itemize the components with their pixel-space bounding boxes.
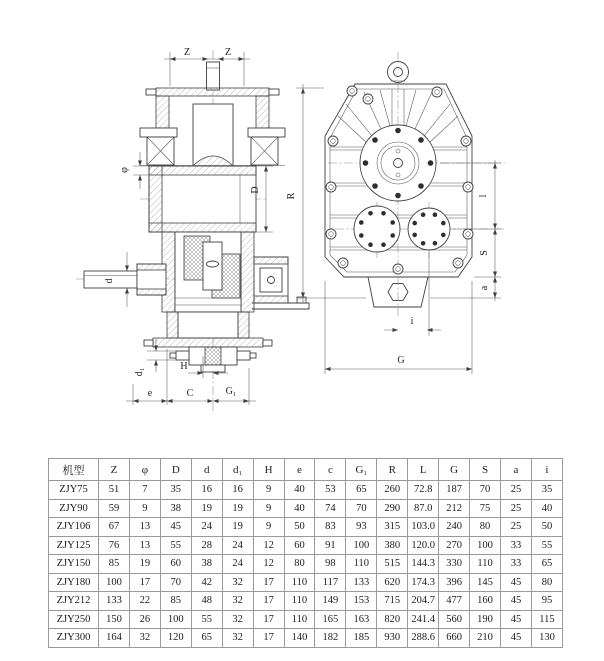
value-cell: 67 xyxy=(99,518,130,537)
value-cell: 140 xyxy=(284,629,315,648)
value-cell: 144.3 xyxy=(408,555,439,574)
value-cell: 32 xyxy=(222,610,253,629)
table-row xyxy=(49,592,563,611)
dim-label-a: a xyxy=(479,285,490,291)
value-cell: 28 xyxy=(191,536,222,555)
value-cell: 80 xyxy=(470,518,501,537)
value-cell: 145 xyxy=(470,573,501,592)
value-cell: 70 xyxy=(160,573,191,592)
value-cell: 80 xyxy=(531,573,562,592)
table-row xyxy=(49,555,563,574)
header-model: 机型 xyxy=(49,459,99,481)
dim-label-C: C xyxy=(186,388,194,399)
value-cell: 19 xyxy=(222,518,253,537)
value-cell: 620 xyxy=(377,573,408,592)
value-cell: 185 xyxy=(346,629,377,648)
model-cell: ZJY125 xyxy=(49,536,99,555)
value-cell: 174.3 xyxy=(408,573,439,592)
value-cell: 150 xyxy=(99,610,130,629)
value-cell: 9 xyxy=(253,499,284,518)
value-cell: 241.4 xyxy=(408,610,439,629)
value-cell: 45 xyxy=(500,573,531,592)
value-cell: 93 xyxy=(346,518,377,537)
value-cell: 55 xyxy=(191,610,222,629)
value-cell: 7 xyxy=(129,481,160,500)
value-cell: 396 xyxy=(439,573,470,592)
value-cell: 32 xyxy=(222,629,253,648)
value-cell: 210 xyxy=(470,629,501,648)
header-dim-d₁: d₁ xyxy=(222,459,253,481)
value-cell: 32 xyxy=(129,629,160,648)
model-cell: ZJY212 xyxy=(49,592,99,611)
value-cell: 17 xyxy=(253,629,284,648)
value-cell: 53 xyxy=(315,481,346,500)
header-dim-c: c xyxy=(315,459,346,481)
value-cell: 110 xyxy=(284,573,315,592)
value-cell: 45 xyxy=(500,610,531,629)
value-cell: 35 xyxy=(531,481,562,500)
left-view xyxy=(76,50,309,414)
model-cell: ZJY180 xyxy=(49,573,99,592)
value-cell: 164 xyxy=(99,629,130,648)
value-cell: 120 xyxy=(160,629,191,648)
value-cell: 153 xyxy=(346,592,377,611)
value-cell: 70 xyxy=(346,499,377,518)
value-cell: 315 xyxy=(377,518,408,537)
right-view xyxy=(325,52,505,316)
value-cell: 60 xyxy=(160,555,191,574)
value-cell: 13 xyxy=(129,518,160,537)
dim-label-D: D xyxy=(250,186,261,194)
value-cell: 820 xyxy=(377,610,408,629)
value-cell: 48 xyxy=(191,592,222,611)
value-cell: 25 xyxy=(500,481,531,500)
value-cell: 45 xyxy=(160,518,191,537)
value-cell: 9 xyxy=(253,518,284,537)
value-cell: 95 xyxy=(531,592,562,611)
table-row xyxy=(49,536,563,555)
value-cell: 24 xyxy=(191,518,222,537)
header-dim-φ: φ xyxy=(129,459,160,481)
value-cell: 40 xyxy=(531,499,562,518)
value-cell: 17 xyxy=(253,592,284,611)
value-cell: 115 xyxy=(531,610,562,629)
value-cell: 91 xyxy=(315,536,346,555)
table-row xyxy=(49,573,563,592)
value-cell: 60 xyxy=(284,536,315,555)
value-cell: 380 xyxy=(377,536,408,555)
value-cell: 33 xyxy=(500,555,531,574)
value-cell: 660 xyxy=(439,629,470,648)
value-cell: 38 xyxy=(160,499,191,518)
value-cell: 40 xyxy=(284,499,315,518)
value-cell: 9 xyxy=(129,499,160,518)
model-cell: ZJY75 xyxy=(49,481,99,500)
value-cell: 17 xyxy=(253,573,284,592)
value-cell: 110 xyxy=(470,555,501,574)
value-cell: 190 xyxy=(470,610,501,629)
value-cell: 133 xyxy=(99,592,130,611)
header-dim-d: d xyxy=(191,459,222,481)
table-row xyxy=(49,481,563,500)
value-cell: 87.0 xyxy=(408,499,439,518)
value-cell: 477 xyxy=(439,592,470,611)
value-cell: 76 xyxy=(99,536,130,555)
value-cell: 98 xyxy=(315,555,346,574)
value-cell: 110 xyxy=(284,610,315,629)
top-shaft xyxy=(207,62,220,90)
value-cell: 17 xyxy=(129,573,160,592)
value-cell: 55 xyxy=(531,536,562,555)
dim-label-i: i xyxy=(410,316,414,327)
value-cell: 330 xyxy=(439,555,470,574)
dim-label-e: e xyxy=(147,388,153,399)
value-cell: 70 xyxy=(470,481,501,500)
value-cell: 149 xyxy=(315,592,346,611)
value-cell: 12 xyxy=(253,536,284,555)
value-cell: 65 xyxy=(346,481,377,500)
header-dim-G₁: G₁ xyxy=(346,459,377,481)
value-cell: 83 xyxy=(315,518,346,537)
value-cell: 130 xyxy=(531,629,562,648)
value-cell: 50 xyxy=(284,518,315,537)
value-cell: 85 xyxy=(99,555,130,574)
dim-label-z-left: Z xyxy=(183,47,191,58)
value-cell: 260 xyxy=(377,481,408,500)
value-cell: 59 xyxy=(99,499,130,518)
value-cell: 100 xyxy=(346,536,377,555)
spec-table xyxy=(48,458,563,648)
value-cell: 74 xyxy=(315,499,346,518)
value-cell: 19 xyxy=(129,555,160,574)
value-cell: 103.0 xyxy=(408,518,439,537)
value-cell: 240 xyxy=(439,518,470,537)
main-flange xyxy=(360,125,436,201)
lower-left-flange xyxy=(354,206,400,252)
value-cell: 187 xyxy=(439,481,470,500)
table-row xyxy=(49,518,563,537)
value-cell: 50 xyxy=(531,518,562,537)
model-cell: ZJY90 xyxy=(49,499,99,518)
dim-label-l: l xyxy=(478,194,489,198)
dim-label-G: G xyxy=(397,355,405,366)
value-cell: 110 xyxy=(346,555,377,574)
value-cell: 560 xyxy=(439,610,470,629)
table-row xyxy=(49,610,563,629)
value-cell: 163 xyxy=(346,610,377,629)
value-cell: 715 xyxy=(377,592,408,611)
value-cell: 40 xyxy=(284,481,315,500)
value-cell: 24 xyxy=(222,555,253,574)
header-dim-R: R xyxy=(377,459,408,481)
model-cell: ZJY300 xyxy=(49,629,99,648)
dim-label-d1: d₁ xyxy=(134,367,145,377)
dim-label-R: R xyxy=(286,192,297,200)
header-dim-H: H xyxy=(253,459,284,481)
value-cell: 17 xyxy=(253,610,284,629)
value-cell: 100 xyxy=(99,573,130,592)
value-cell: 32 xyxy=(222,573,253,592)
dim-label-G1: G₁ xyxy=(225,386,237,397)
value-cell: 65 xyxy=(531,555,562,574)
dim-label-d: d xyxy=(104,278,115,284)
model-cell: ZJY250 xyxy=(49,610,99,629)
value-cell: 55 xyxy=(160,536,191,555)
value-cell: 85 xyxy=(160,592,191,611)
value-cell: 288.6 xyxy=(408,629,439,648)
value-cell: 42 xyxy=(191,573,222,592)
value-cell: 32 xyxy=(222,592,253,611)
value-cell: 33 xyxy=(500,536,531,555)
header-dim-Z: Z xyxy=(99,459,130,481)
table-header-row xyxy=(49,459,563,481)
dim-label-phi: φ xyxy=(119,167,130,173)
table-row xyxy=(49,499,563,518)
value-cell: 19 xyxy=(222,499,253,518)
value-cell: 19 xyxy=(191,499,222,518)
value-cell: 45 xyxy=(500,592,531,611)
value-cell: 290 xyxy=(377,499,408,518)
header-dim-G: G xyxy=(439,459,470,481)
value-cell: 120.0 xyxy=(408,536,439,555)
header-dim-a: a xyxy=(500,459,531,481)
value-cell: 65 xyxy=(191,629,222,648)
value-cell: 16 xyxy=(191,481,222,500)
dim-label-z-right: Z xyxy=(224,47,232,58)
lower-right-flange xyxy=(408,208,450,250)
value-cell: 75 xyxy=(470,499,501,518)
value-cell: 117 xyxy=(315,573,346,592)
value-cell: 25 xyxy=(500,518,531,537)
value-cell: 51 xyxy=(99,481,130,500)
value-cell: 515 xyxy=(377,555,408,574)
dim-label-S: S xyxy=(479,250,490,256)
value-cell: 165 xyxy=(315,610,346,629)
value-cell: 270 xyxy=(439,536,470,555)
header-dim-S: S xyxy=(470,459,501,481)
value-cell: 133 xyxy=(346,573,377,592)
value-cell: 38 xyxy=(191,555,222,574)
eye-bolt xyxy=(388,62,409,83)
value-cell: 80 xyxy=(284,555,315,574)
value-cell: 25 xyxy=(500,499,531,518)
dim-label-H: H xyxy=(180,361,188,372)
value-cell: 100 xyxy=(160,610,191,629)
value-cell: 35 xyxy=(160,481,191,500)
header-dim-e: e xyxy=(284,459,315,481)
value-cell: 212 xyxy=(439,499,470,518)
header-dim-D: D xyxy=(160,459,191,481)
value-cell: 930 xyxy=(377,629,408,648)
table-row xyxy=(49,629,563,648)
value-cell: 12 xyxy=(253,555,284,574)
value-cell: 160 xyxy=(470,592,501,611)
value-cell: 72.8 xyxy=(408,481,439,500)
model-cell: ZJY106 xyxy=(49,518,99,537)
spec-table-body xyxy=(49,481,563,648)
header-dim-L: L xyxy=(408,459,439,481)
value-cell: 22 xyxy=(129,592,160,611)
value-cell: 182 xyxy=(315,629,346,648)
value-cell: 100 xyxy=(470,536,501,555)
value-cell: 110 xyxy=(284,592,315,611)
value-cell: 24 xyxy=(222,536,253,555)
value-cell: 16 xyxy=(222,481,253,500)
header-dim-i: i xyxy=(531,459,562,481)
value-cell: 13 xyxy=(129,536,160,555)
value-cell: 26 xyxy=(129,610,160,629)
value-cell: 45 xyxy=(500,629,531,648)
value-cell: 204.7 xyxy=(408,592,439,611)
value-cell: 9 xyxy=(253,481,284,500)
model-cell: ZJY150 xyxy=(49,555,99,574)
